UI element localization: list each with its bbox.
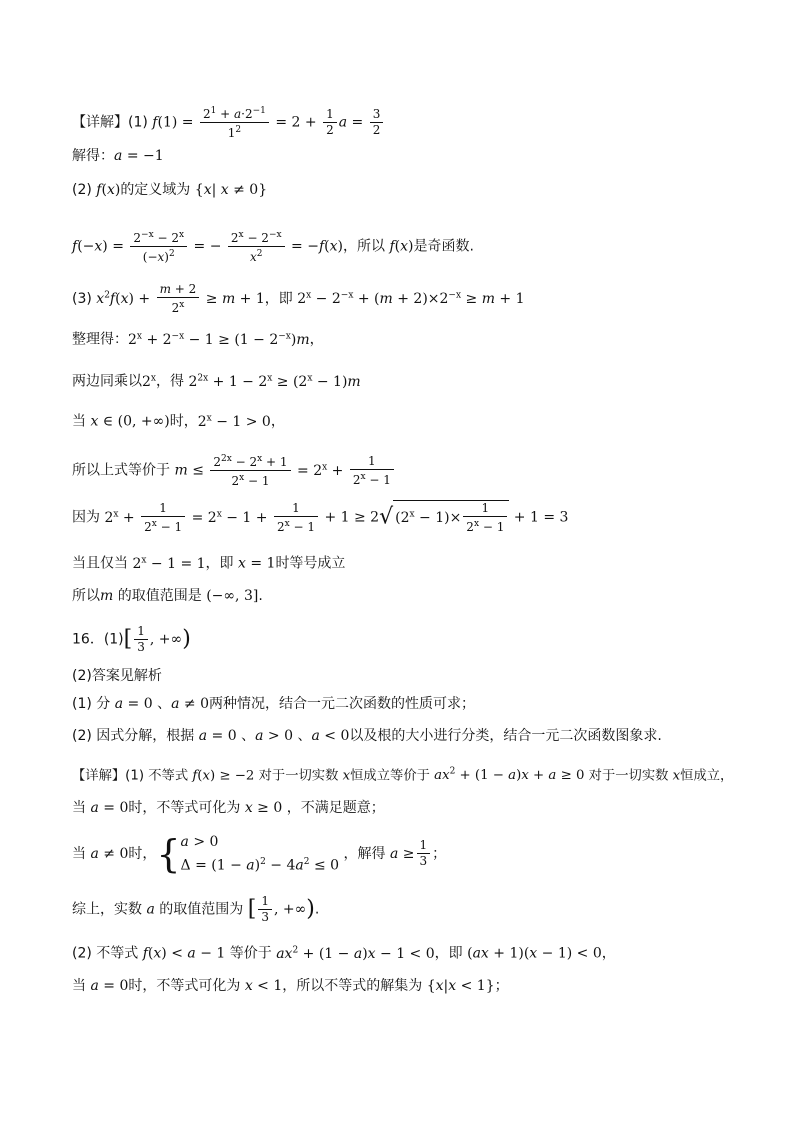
part3-line: (3) $x^2f(x)$ + $\frac{m + 2}{2^x}$ ≥ m + 1，即 $2^x - 2^{-x} + (m + 2)\times 2^{-x} \ge m + 1$ — [72, 282, 525, 315]
case-a-nonzero: 当 a ≠ 0时，{ a > 0 $\Delta = (1 - a)^2 - 4a^2 \le 0$ ，解得 a ≥ $\frac{1}{3}$ ； — [72, 831, 447, 876]
detail-line-1: 【详解】(1) f(1) = $\frac{2^1 + a\cdot 2^{-1}}{1^2}$ = 2 + $\frac{1}{2}$ a = $\frac{3}{2}$ — [72, 104, 385, 141]
detail-label: 【详解】(1) — [72, 114, 148, 131]
q16-part2-answer: (2)答案见解析 — [72, 668, 162, 684]
case-a-zero: 当 a = 0时，不等式可化为 x ≥ 0 ，不满足题意； — [72, 800, 385, 816]
part2-inequality: (2) 不等式 f(x) < a − 1 等价于 $ax^2 + (1 - a)x - 1 < 0$，即 (ax + 1)(x − 1) < 0， — [72, 945, 616, 962]
solve-line: 解得：a = −1 — [72, 148, 164, 164]
domain-line: (2) f(x)的定义域为 {x| x ≠ 0} — [72, 182, 268, 198]
odd-function-line: f(−x) = $\frac{2^{-x} - 2^x}{(-x)^2}$ = − $\frac{2^x - 2^{-x}}{x^2}$ = −f(x)，所以 f(x)是奇函数. — [72, 230, 474, 264]
q16-answer: 16．(1)[ $\frac{1}{3}$ , +∞) — [72, 624, 191, 654]
amgm-line: 因为 $2^x$ + $\frac{1}{2^x - 1}$ = $2^x - 1$ + $\frac{1}{2^x - 1}$ + 1 ≥ 2√ $(2^x - 1)\times$ $\frac{1}{2^x - 1}$ + 1 = 3 — [72, 500, 569, 534]
interval-line: 当 x ∈ (0, +∞)时，$2^x - 1 > 0$， — [72, 413, 285, 430]
equivalent-line: 所以上式等价于 m ≤ $\frac{2^{2x} - 2^x + 1}{2^x - 1}$ = $2^x$ + $\frac{1}{2^x - 1}$ — [72, 452, 396, 489]
multiply-line: 两边同乘以2$^x$，得 $2^{2x} + 1 - 2^x \ge (2^x - 1)m$ — [72, 373, 361, 390]
equality-line: 当且仅当 $2^x - 1 = 1$，即 x = 1时等号成立 — [72, 555, 346, 572]
part2-case-a-zero: 当 a = 0时，不等式可化为 x < 1，所以不等式的解集为 {x|x < 1}； — [72, 978, 509, 994]
range-line: 所以m 的取值范围是 (−∞, 3]. — [72, 588, 263, 604]
detail-q16-line: 【详解】(1) 不等式 f(x) ≥ −2 对于一切实数 x恒成立等价于 $ax^2 + (1 - a)x + a \ge 0$ 对于一切实数 x恒成立， — [72, 767, 734, 784]
simplify-line: 整理得：$2^x + 2^{-x} - 1 \ge (1 - 2^{-x})m$， — [72, 331, 324, 348]
summary-line: 综上，实数 a 的取值范围为 [ $\frac{1}{3}$ , +∞). — [72, 894, 320, 924]
analysis-2: (2) 因式分解，根据 a = 0 、a > 0 、a < 0以及根的大小进行分类，结合一元二次函数图象求. — [72, 728, 662, 744]
analysis-1: (1) 分 a = 0 、a ≠ 0两种情况，结合一元二次函数的性质可求； — [72, 696, 475, 712]
math-f1: f — [152, 114, 158, 131]
